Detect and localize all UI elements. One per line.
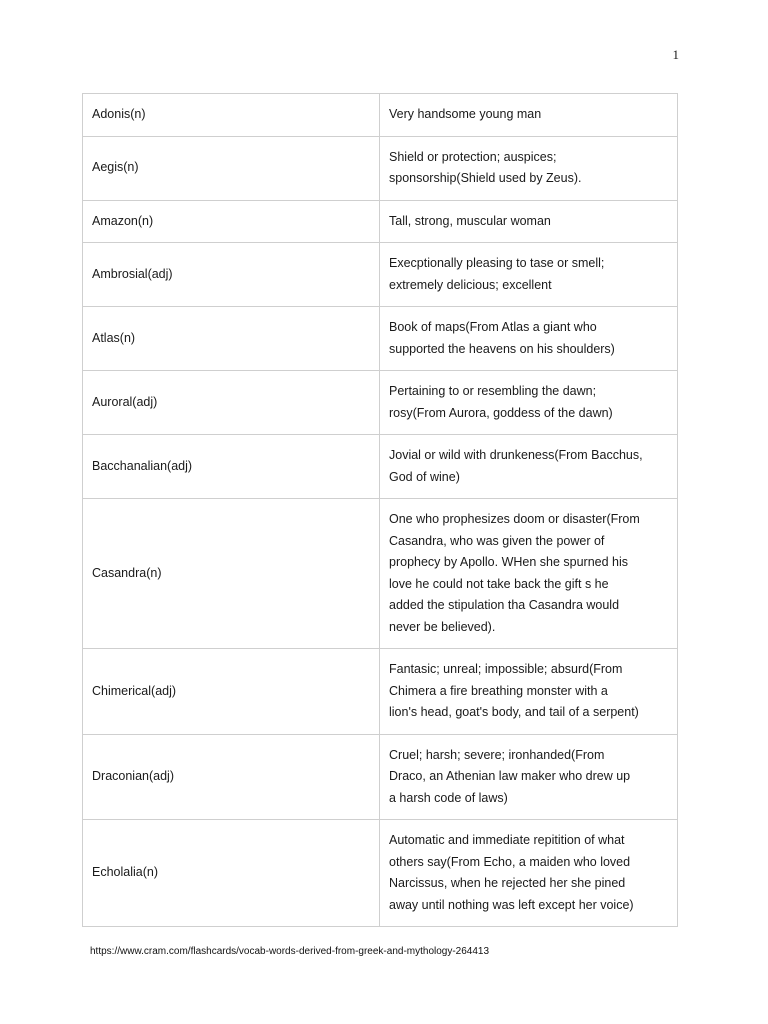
definition-cell [380,243,678,307]
table-row [83,820,678,927]
definition-cell [380,820,678,927]
table-row [83,243,678,307]
definition-line: Automatic and immediate repitition of what [389,833,625,847]
definition-cell [380,371,678,435]
definition-line: Pertaining to or resembling the dawn; [389,384,597,398]
definition-line: Narcissus, when he rejected her she pined [389,876,626,890]
footer-url[interactable]: https://www.cram.com/flashcards/vocab-words-derived-from-greek-and-mythology-264413 [90,946,490,957]
definition-cell [380,499,678,649]
term-cell: Amazon(n) [83,200,380,243]
definition-line: supported the heavens on his shoulders) [389,341,615,356]
term-cell: Auroral(adj) [83,371,380,435]
definition-cell [380,136,678,200]
table-row [83,94,678,137]
definition-line: rosy(From Aurora, goddess of the dawn) [389,405,613,420]
definition-line: Shield or protection; auspices; [389,149,557,164]
table-row [83,371,678,435]
table-row [83,435,678,499]
definition-line: lion's head, goat's body, and tail of a serpent) [389,705,639,719]
definition-line: God of wine) [389,469,460,484]
definition-cell [380,435,678,499]
definition-cell [380,734,678,820]
definition-line: a harsh code of laws) [389,790,508,805]
definition-line: added the stipulation tha Casandra would [389,598,620,612]
definition-line: prophecy by Apollo. WHen she spurned his [389,555,629,569]
definition-line: Fantasic; unreal; impossible; absurd(From [389,662,623,676]
definition-cell [380,94,678,137]
definition-line: Tall, strong, muscular woman [389,213,551,228]
table-row [83,136,678,200]
definition-line: Jovial or wild with drunkeness(From Bacchus, [389,448,643,462]
page-number: 1 [672,47,679,62]
term-cell: Aegis(n) [83,136,380,200]
definition-line: extremely delicious; excellent [389,277,552,292]
table-row [83,734,678,820]
definition-line: Chimera a fire breathing monster with a [389,683,608,698]
term-cell: Echolalia(n) [83,820,380,927]
term-cell: Adonis(n) [83,94,380,137]
definition-line: Cruel; harsh; severe; ironhanded(From [389,747,605,762]
term-cell: Chimerical(adj) [83,649,380,735]
definition-line: sponsorship(Shield used by Zeus). [389,171,582,185]
term-cell: Atlas(n) [83,307,380,371]
definition-line: never be believed). [389,619,496,634]
definition-line: away until nothing was left except her voice) [389,897,634,912]
definition-cell [380,307,678,371]
definition-line: Execptionally pleasing to tase or smell; [389,256,605,270]
definition-line: One who prophesizes doom or disaster(From [389,512,640,526]
table-row [83,649,678,735]
definition-cell [380,200,678,243]
term-cell: Ambrosial(adj) [83,243,380,307]
definition-line: Book of maps(From Atlas a giant who [389,320,597,334]
definition-line: Very handsome young man [389,107,542,121]
definition-line: others say(From Echo, a maiden who loved [389,854,631,869]
vocab-table [82,93,678,927]
definition-line: Casandra, who was given the power of [389,533,605,548]
table-row [83,499,678,649]
table-row [83,200,678,243]
term-cell: Bacchanalian(adj) [83,435,380,499]
definition-line: Draco, an Athenian law maker who drew up [389,769,631,783]
definition-cell [380,649,678,735]
term-cell: Draconian(adj) [83,734,380,820]
definition-line: love he could not take back the gift s he [389,576,609,591]
term-cell: Casandra(n) [83,499,380,649]
table-row [83,307,678,371]
vocab-table-body [83,94,678,927]
